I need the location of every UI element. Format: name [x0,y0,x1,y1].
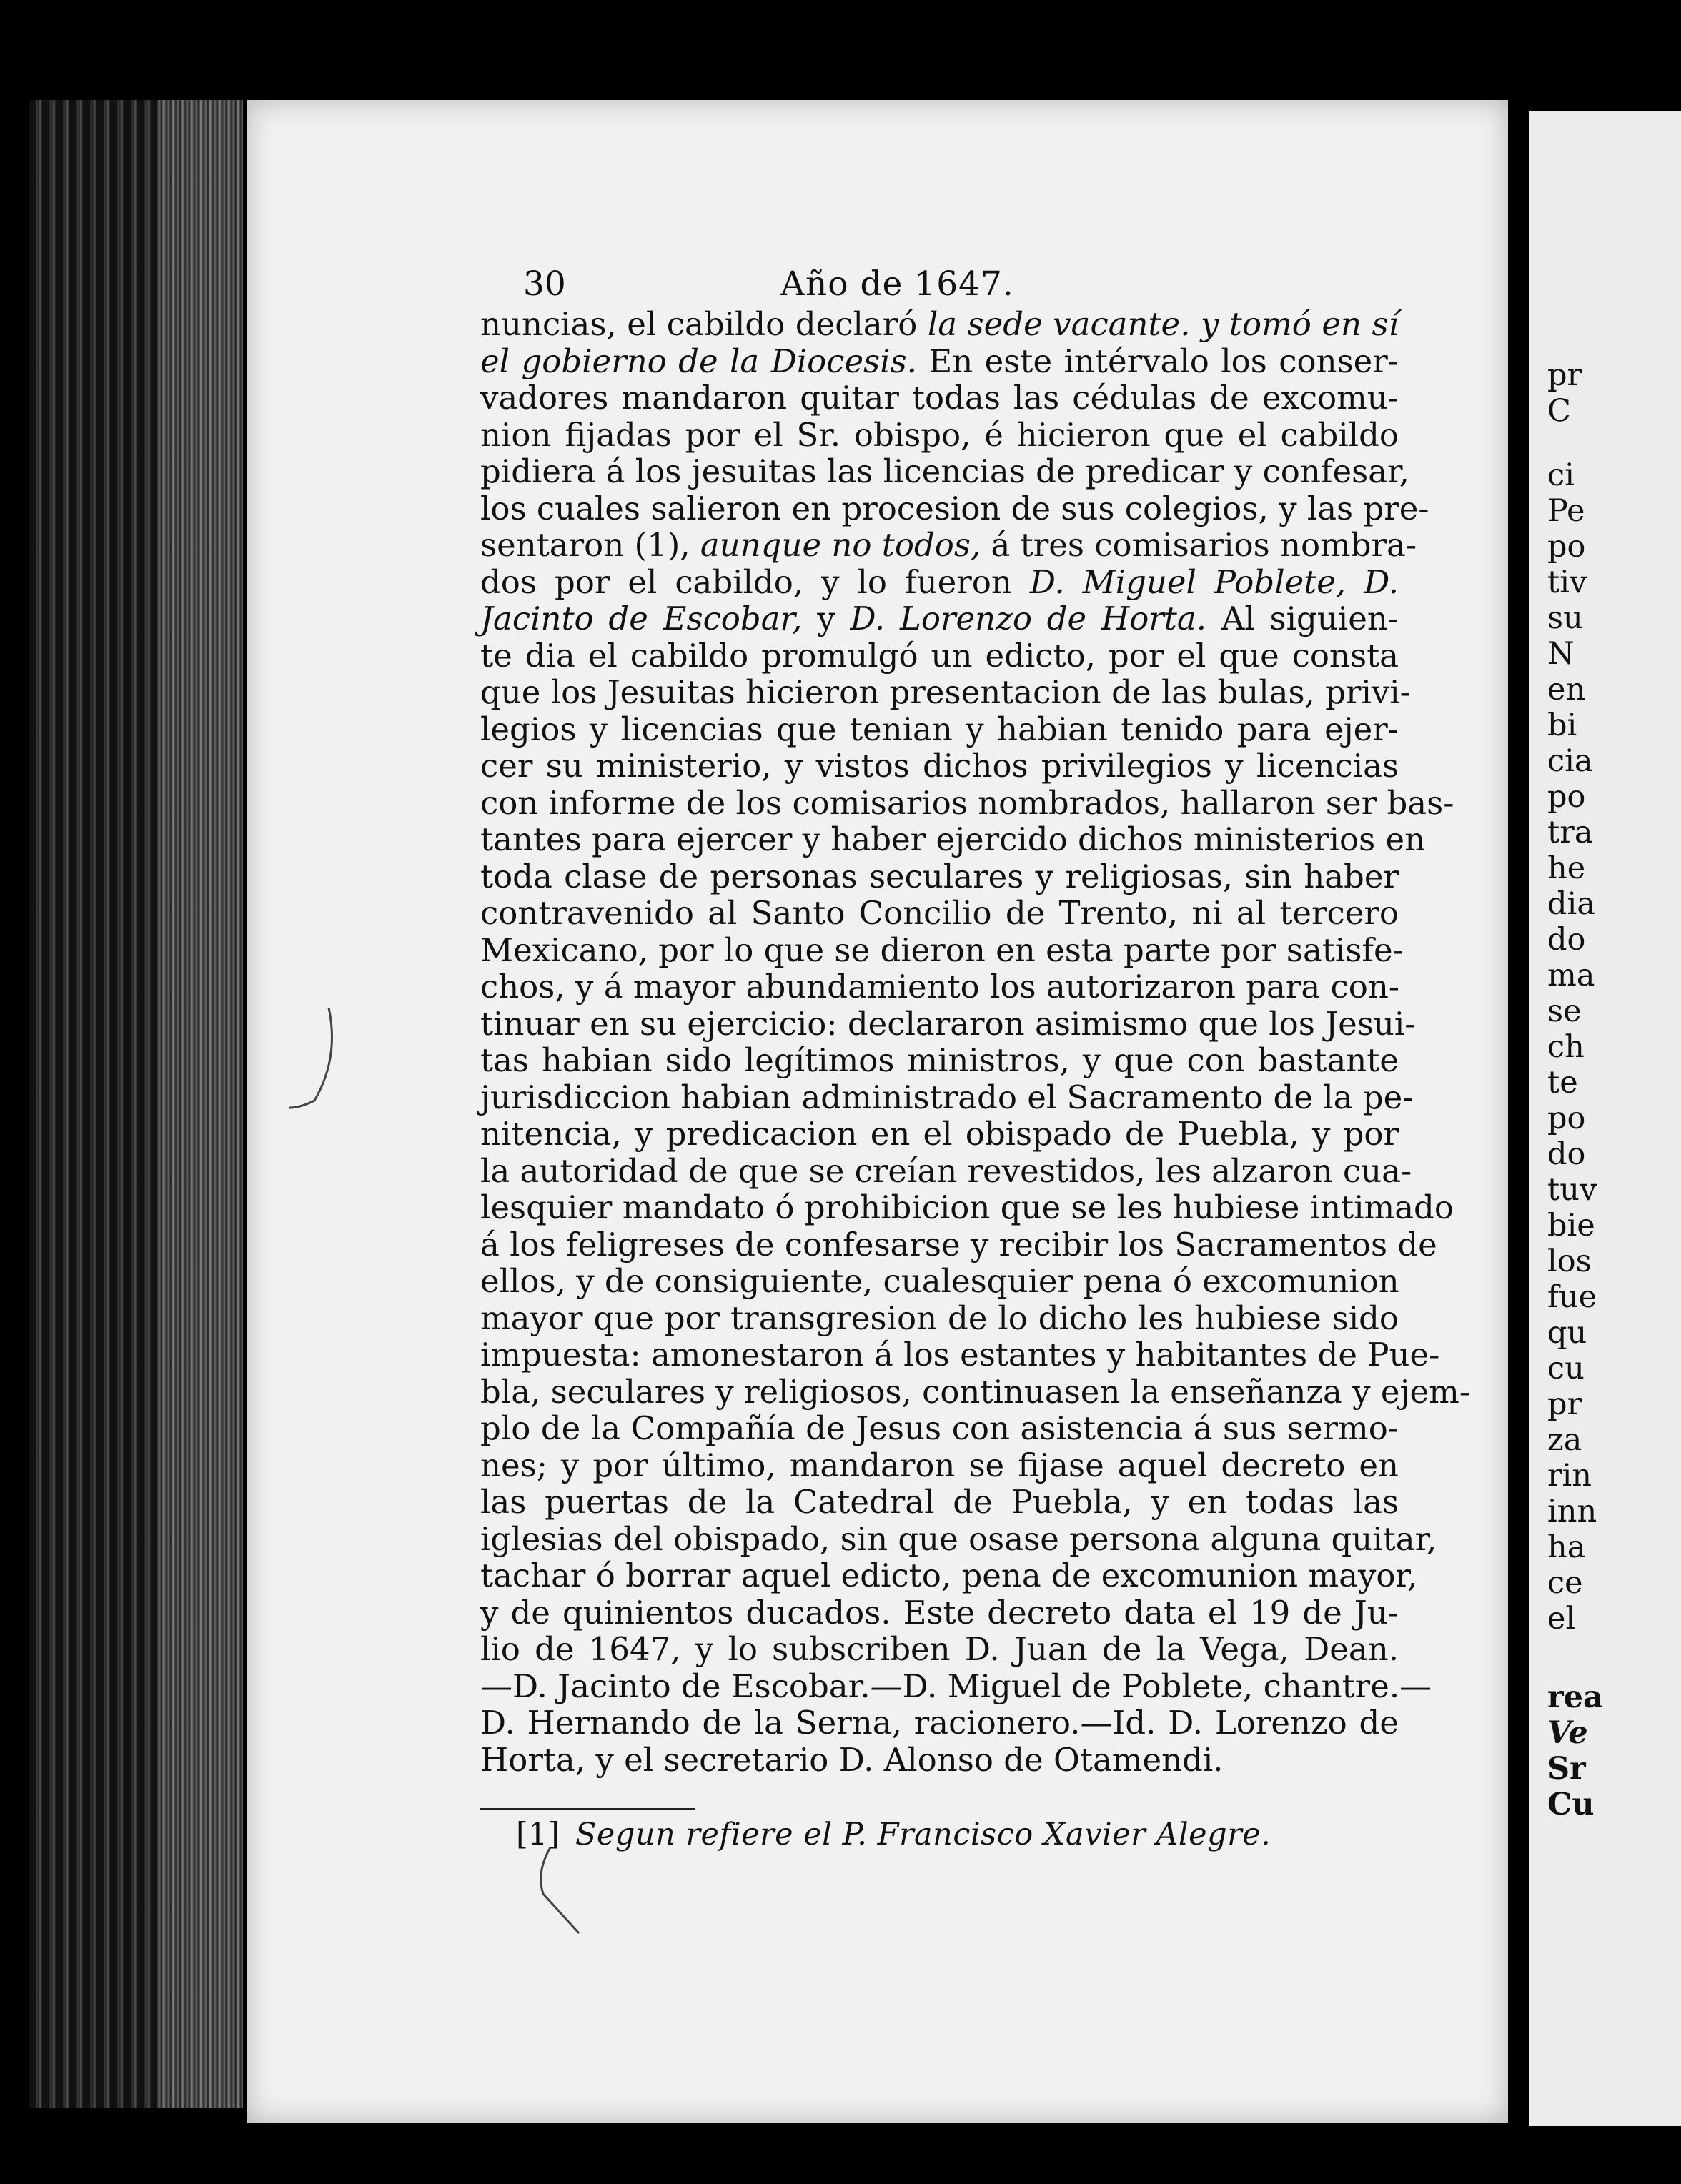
adjacent-page-fragment: he [1547,850,1586,886]
page-number: 30 [523,264,566,304]
scan-border [214,2126,1681,2184]
adjacent-page-fragment: inn [1547,1494,1597,1529]
adjacent-page-fragment: tuv [1547,1172,1597,1208]
body-text [480,305,1471,1779]
adjacent-page-fragment: tra [1547,815,1593,850]
body-line: con informe de los comisarios nombrados, hallaron ser bas- [480,783,1454,822]
body-line: jurisdiccion habian administrado el Sacramento de la pe- [480,1078,1414,1116]
adjacent-page-fragment: el [1547,1601,1576,1637]
adjacent-page-fragment: za [1547,1422,1582,1458]
body-line: sentaron (1), aunque no todos, á tres comisarios nombra- [480,526,1417,564]
adjacent-page-fragment: do [1547,1136,1586,1172]
body-line: D. Hernando de la Serna, racionero.—Id. D. Lorenzo de [480,1704,1399,1742]
adjacent-page-fragment: su [1547,600,1583,636]
adjacent-page-fragment: pr [1547,357,1582,393]
adjacent-page-fragment: bi [1547,708,1577,743]
body-line: bla, seculares y religiosos, continuasen la enseñanza y ejem- [480,1372,1471,1411]
body-line: tachar ó borrar aquel edicto, pena de excomunion mayor, [480,1557,1418,1594]
running-head [480,264,1399,306]
body-line: dos por el cabildo, y lo fueron D. Miguel Poblete, D. [480,562,1399,601]
body-line: iglesias del obispado, sin que osase persona alguna quitar, [480,1519,1437,1558]
adjacent-page-fragment: bie [1547,1208,1595,1244]
book-page-edges [29,100,243,2108]
adjacent-page-fragment: dia [1547,886,1595,922]
body-line: la autoridad de que se creían revestidos, les alzaron cua- [480,1151,1412,1190]
body-line: los cuales salieron en procesion de sus colegios, y las pre- [480,489,1429,527]
adjacent-page-fragment: Sr [1547,1751,1586,1787]
body-line: nitencia, y predicacion en el obispado de Puebla, y por [480,1115,1399,1153]
body-line: tas habian sido legítimos ministros, y que con bastante [480,1041,1399,1079]
adjacent-page-fragment: qu [1547,1315,1587,1351]
adjacent-page-fragment: ci [1547,457,1575,493]
adjacent-page-fragment: N [1547,636,1575,672]
body-line: y de quinientos ducados. Este decreto data el 19 de Ju- [480,1593,1399,1632]
footnote-text: Segun refiere el P. Francisco Xavier Alegre. [575,1817,1271,1852]
body-line: cer su ministerio, y vistos dichos privilegios y licencias [480,747,1399,785]
body-line: toda clase de personas seculares y religiosas, sin haber [480,857,1399,895]
body-line: lesquier mandato ó prohibicion que se les hubiese intimado [480,1188,1454,1226]
footnote [480,1816,1399,1853]
adjacent-page-fragment: ha [1547,1529,1586,1565]
body-line: nuncias, el cabildo declaró la sede vacante. y tomó en sí [480,305,1399,343]
page-text-block [480,264,1471,1853]
body-line: el gobierno de la Diocesis. En este intérvalo los conser- [480,342,1399,380]
footnote-pencil-mark [522,1844,586,1937]
adjacent-page-fragment: Ve [1547,1715,1588,1751]
body-line: á los feligreses de confesarse y recibir los Sacramentos de [480,1225,1437,1264]
body-line: te dia el cabildo promulgó un edicto, por el que consta [480,636,1399,675]
adjacent-page-fragment: rea [1547,1679,1603,1715]
adjacent-page-fragment: do [1547,922,1586,958]
body-line: chos, y á mayor abundamiento los autorizaron para con- [480,968,1400,1006]
body-line: que los Jesuitas hicieron presentacion de las bulas, privi- [480,673,1411,711]
body-line: lio de 1647, y lo subscriben D. Juan de la Vega, Dean. [480,1630,1399,1668]
adjacent-page-fragment: pr [1547,1386,1582,1422]
body-line: Jacinto de Escobar, y D. Lorenzo de Horta. Al siguien- [480,600,1399,637]
body-line: Horta, y el secretario D. Alonso de Otamendi. [480,1740,1224,1779]
adjacent-page-fragment: ma [1547,958,1595,993]
adjacent-page-fragment: ce [1547,1565,1583,1601]
body-line: contravenido al Santo Concilio de Trento, ni al tercero [480,894,1399,932]
adjacent-page-fragment: po [1547,529,1586,565]
adjacent-page-fragment: Pe [1547,493,1585,529]
footnote-rule [480,1808,695,1810]
adjacent-page-fragment: po [1547,779,1586,815]
body-line: legios y licencias que tenian y habian tenido para ejer- [480,710,1399,748]
body-line: Mexicano, por lo que se dieron en esta parte por satisfe- [480,930,1404,969]
body-line: mayor que por transgresion de lo dicho les hubiese sido [480,1299,1399,1337]
margin-pencil-mark [286,1001,343,1115]
adjacent-page-fragment: cu [1547,1351,1585,1386]
adjacent-page-fragment: po [1547,1101,1586,1136]
adjacent-page-fragment: fue [1547,1279,1597,1315]
adjacent-page-fragment: rin [1547,1458,1592,1494]
body-line: vadores mandaron quitar todas las cédulas de excomu- [480,379,1399,417]
adjacent-page-fragment: Cu [1547,1787,1595,1822]
body-line: pidiera á los jesuitas las licencias de predicar y confesar, [480,452,1409,490]
adjacent-page-fragment: en [1547,672,1586,708]
body-line: las puertas de la Catedral de Puebla, y en todas las [480,1483,1399,1521]
adjacent-page-fragment: cia [1547,743,1593,779]
running-title: Año de 1647. [780,264,1014,304]
body-line: nes; y por último, mandaron se fijase aquel decreto en [480,1446,1399,1484]
body-line: nion fijadas por el Sr. obispo, é hicieron que el cabildo [480,415,1399,454]
adjacent-page-fragment: te [1547,1065,1578,1101]
body-line: tantes para ejercer y haber ejercido dichos ministerios en [480,820,1426,858]
adjacent-page-fragment: ch [1547,1029,1585,1065]
body-line: plo de la Compañía de Jesus con asistencia á sus sermo- [480,1409,1399,1447]
adjacent-page-fragment: tiv [1547,565,1587,600]
adjacent-page-fragment: C [1547,393,1571,429]
body-line: tinuar en su ejercicio: declararon asimismo que los Jesui- [480,1004,1416,1043]
body-line: impuesta: amonestaron á los estantes y habitantes de Pue- [480,1336,1440,1374]
footnote-marker: [1] [516,1817,560,1852]
adjacent-page-fragment: se [1547,993,1582,1029]
page-edge-highlight [157,100,243,2108]
body-line: ellos, y de consiguiente, cualesquier pena ó excomunion [480,1262,1399,1300]
body-line: —D. Jacinto de Escobar.—D. Miguel de Poblete, chantre.— [480,1667,1432,1705]
adjacent-page-fragment: los [1547,1244,1592,1279]
